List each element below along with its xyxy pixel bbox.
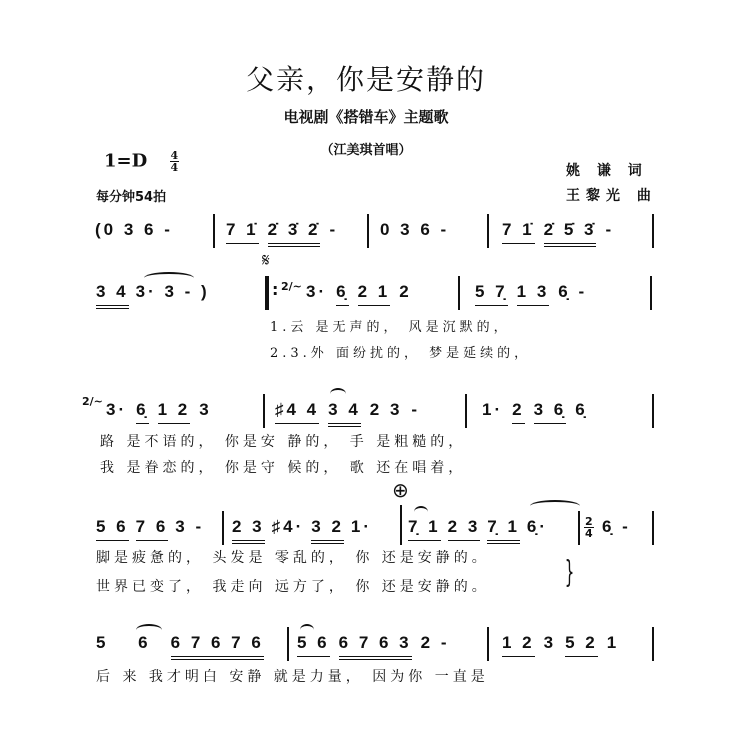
note-group: 7 1̇: [226, 220, 259, 244]
measure: [297, 633, 449, 660]
note-group: 7 1̇: [502, 220, 535, 244]
measure: [226, 220, 338, 247]
lyric-line: 2.3.外 面纷扰的， 梦是延续的，: [270, 346, 532, 361]
note-group: 3 6̣: [534, 400, 567, 424]
note-group: 6 7 6 3: [339, 633, 412, 660]
note-group: 3 2: [311, 517, 344, 544]
bar-line: [650, 276, 652, 310]
note-group: 3·: [306, 282, 328, 301]
note-group: 3· 3 - ): [135, 282, 210, 301]
measure: [106, 400, 212, 424]
note-group: -: [329, 220, 339, 239]
lyric-line: 脚是疲惫的， 头发是 零乱的， 你 还是安静的。: [96, 550, 490, 566]
lyric-line: 我 是眷恋的， 你是守 候的， 歌 还在唱着，: [100, 460, 467, 476]
fermata-icon: [330, 388, 346, 400]
note-group: 3 4: [96, 282, 129, 309]
song-subtitle: 电视剧《搭错车》主题歌: [283, 108, 449, 126]
bar-line: [487, 214, 489, 248]
note-group: 3 4: [328, 400, 361, 427]
lyric-line: 1.云 是无声的， 风是沉默的，: [270, 320, 511, 335]
measure: [502, 220, 614, 247]
note-group: 3 -: [175, 517, 205, 536]
note-group: 1 3: [517, 282, 550, 306]
bar-line: [487, 627, 489, 661]
note-group: 3: [199, 400, 212, 419]
measure: [95, 220, 173, 243]
bar-line: [287, 627, 289, 661]
bar-line: [400, 505, 402, 545]
measure: [602, 517, 631, 540]
bar-line: [213, 214, 215, 248]
time-sig-denominator: 4: [585, 527, 593, 540]
note-group: 1: [606, 633, 620, 652]
note-group: -: [411, 400, 421, 419]
note-group: 2 1: [358, 282, 391, 306]
note-group: 5 6: [96, 517, 129, 541]
measure: [482, 400, 588, 424]
note-group: ♯4·: [271, 517, 305, 536]
note-group: 7̣ 1: [408, 517, 441, 541]
note-group: 5 7̣: [475, 282, 508, 306]
lyric-line: 世界已变了， 我走向 远方了， 你 还是安静的。: [96, 579, 490, 595]
bar-line: [367, 214, 369, 248]
repeat-start-bar: [265, 276, 269, 310]
measure: [96, 282, 210, 309]
note-group: 2̇ 3̇ 2̇: [268, 220, 321, 247]
measure: [408, 517, 548, 544]
note-group: 6̣ -: [558, 282, 588, 301]
time-sig-numerator: 2: [585, 515, 593, 528]
measure: [96, 517, 204, 541]
note-group: 6̣: [336, 282, 348, 306]
bar-line: [578, 511, 580, 545]
song-title: 父亲，你是安静的: [245, 63, 486, 96]
bar-line: [652, 511, 654, 545]
note-group: (0 3 6 -: [95, 220, 173, 239]
tempo-marking: 每分钟54拍: [96, 190, 167, 205]
brace-icon: }: [564, 555, 575, 590]
note-group: 6̣·: [526, 517, 549, 536]
bar-line: [222, 511, 224, 545]
bar-line: [465, 394, 467, 428]
note-group: 2 3: [448, 517, 481, 541]
measure: [275, 400, 420, 427]
singer-credit: （江美琪首唱）: [320, 143, 412, 158]
note-group: 7 6: [136, 517, 169, 541]
note-group: 7̣ 1: [487, 517, 520, 544]
note-group: 2 3: [232, 517, 265, 544]
lyricist-credit: 姚 谦 词: [566, 163, 648, 179]
note-group: 3: [543, 633, 557, 652]
time-sig-numerator: 4: [170, 149, 179, 162]
tie: [530, 500, 580, 512]
note-group: 1·: [350, 517, 373, 536]
time-signature-change: [584, 516, 594, 539]
measure: [96, 633, 264, 660]
note-group: 2: [512, 400, 524, 424]
note-group: 6 7 6 7 6: [171, 633, 264, 660]
note-group: ♯4 4: [275, 400, 319, 424]
bar-line: [458, 276, 460, 310]
time-signature: [170, 150, 180, 173]
note-group: 6̣ -: [602, 517, 631, 536]
measure: [232, 517, 372, 544]
note-group: 1 2: [158, 400, 191, 424]
note-group: 5 2: [565, 633, 598, 657]
measure: [306, 282, 412, 306]
composer-credit: 王黎光 曲: [566, 188, 657, 204]
bar-line: [652, 214, 654, 248]
note-group: 1·: [482, 400, 504, 419]
breath-mark: 2/~: [82, 395, 103, 408]
note-group: 0 3 6 -: [380, 220, 450, 239]
bar-line: [652, 394, 654, 428]
note-group: 2 -: [420, 633, 450, 652]
key-signature: [104, 150, 179, 173]
repeat-dots-icon: :: [272, 280, 279, 299]
note-group: 6̣: [575, 400, 588, 419]
measure: [502, 633, 619, 657]
note-group: 5 6: [297, 633, 330, 657]
key-label: 1=D: [104, 150, 148, 172]
note-group: 3·: [106, 400, 128, 419]
note-group: 2 3: [369, 400, 403, 419]
measure: [475, 282, 587, 306]
note-group: 6̣: [136, 400, 148, 424]
coda-icon: ⊕: [392, 478, 409, 502]
lyric-line: 路 是不语的， 你是安 静的， 手 是粗糙的，: [100, 434, 467, 450]
note-group: 2: [399, 282, 412, 301]
breath-mark: 2/~: [281, 280, 302, 293]
note-group: 2̇ 5̇ 3̇: [544, 220, 597, 247]
measure: [380, 220, 449, 243]
segno-icon: 𝄋: [262, 250, 270, 271]
bar-line: [652, 627, 654, 661]
time-sig-denominator: 4: [170, 161, 179, 174]
note-group: -: [605, 220, 615, 239]
bar-line: [263, 394, 265, 428]
lyric-line: 后 来 我才明白 安静 就是力量， 因为你 一直是: [96, 669, 489, 685]
note-group: 5 6: [96, 633, 162, 652]
note-group: 1 2: [502, 633, 535, 657]
